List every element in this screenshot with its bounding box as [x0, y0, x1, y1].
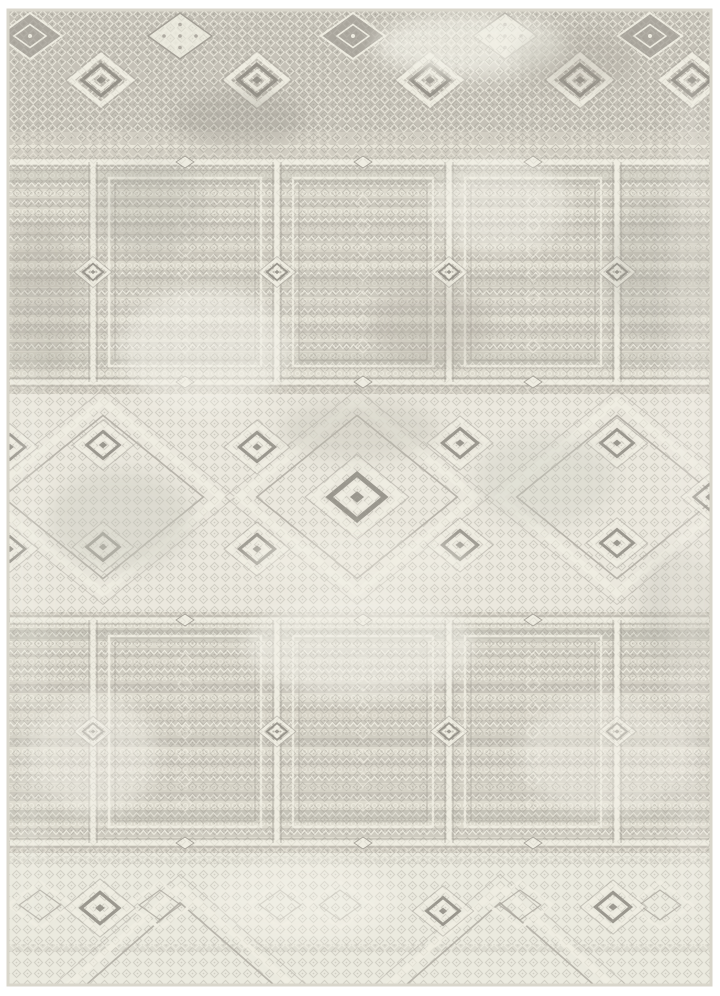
rug	[0, 10, 720, 996]
rug-overlay-texture	[8, 10, 711, 985]
rug-pattern-layers	[0, 10, 720, 996]
